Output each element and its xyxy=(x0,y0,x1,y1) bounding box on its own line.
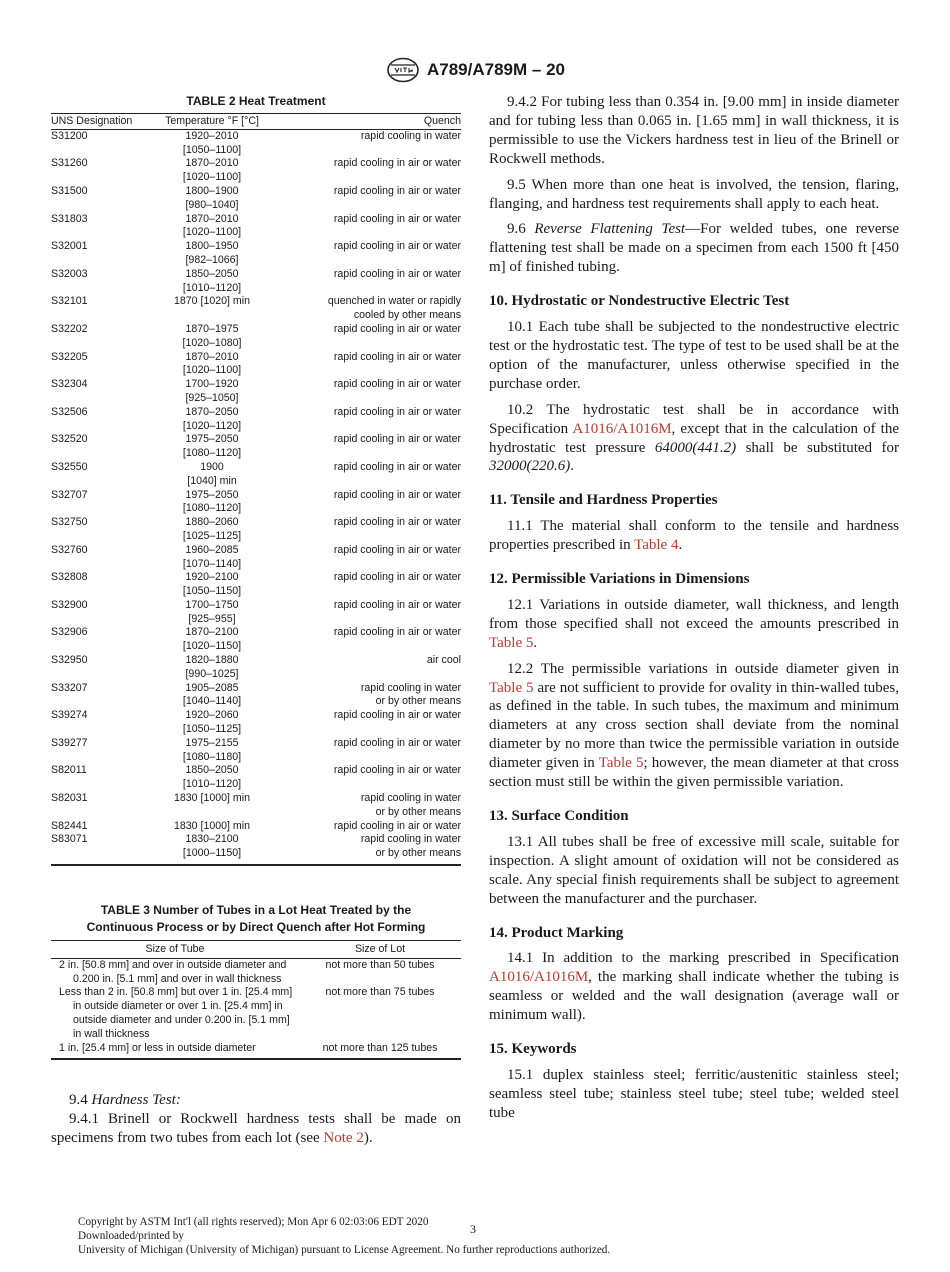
quench-cell: rapid cooling in air or water xyxy=(333,543,461,556)
table2-row xyxy=(51,489,461,517)
tube-size-cell: 2 in. [50.8 mm] and over in outside diameter and 0.200 in. [5.1 mm] and over in wall thickness xyxy=(59,958,287,985)
tube-size-cell: Less than 2 in. [50.8 mm] but over 1 in. [25.4 mm] in outside diameter or over 1 in. [25.4 mm] in outside diameter and under 0.200 in. [5.1 mm] in wall thickness xyxy=(59,986,293,1040)
lot-size-table xyxy=(51,940,461,1060)
temperature-cell: 1880–2060 [1025–1125] xyxy=(182,516,242,542)
table2-row xyxy=(51,406,461,434)
section-9-5: 9.5 When more than one heat is involved, the tension, flaring, flanging, and hardness test requirements shall apply to each heat. xyxy=(489,176,899,212)
uns-cell: S32707 xyxy=(51,488,88,501)
table2-row xyxy=(51,571,461,599)
quench-cell: rapid cooling in air or water xyxy=(333,516,461,529)
footer-line-3: University of Michigan (University of Michigan) pursuant to License Agreement. No further reproductions authorized. xyxy=(78,1244,611,1256)
uns-cell: S32003 xyxy=(51,267,88,280)
temperature-cell: 1870–2010 [1020–1100] xyxy=(182,212,242,239)
table3-header-size: Size of Tube xyxy=(51,941,299,959)
table2-row xyxy=(51,544,461,572)
quench-cell: rapid cooling in air or water xyxy=(333,433,461,446)
temperature-cell: 1900 [1040] min xyxy=(187,460,237,487)
temperature-cell: 1830–2100 [1000–1150] xyxy=(147,833,277,865)
lot-size-cell: not more than 125 tubes xyxy=(299,1042,461,1060)
quench-cell: rapid cooling in air or water xyxy=(333,212,461,225)
section-11-1: 11.1 The material shall conform to the tensile and hardness properties prescribed in Table 4. xyxy=(489,518,899,554)
table3-row xyxy=(51,1042,461,1060)
section-9-6: 9.6 Reverse Flattening Test—For welded tubes, one reverse flattening test shall be made on a specimen from each 1500 ft [450 m] of finished tubing. xyxy=(489,221,899,276)
section-10-1: 10.1 Each tube shall be subjected to the nondestructive electric test or the hydrostatic test. The type of test to be used shall be at the option of the manufacturer, unless otherwise specified in the purchase order. xyxy=(489,319,899,392)
section-14-1: 14.1 In addition to the marking prescribed in Specification A1016/A1016M, the marking shall indicate whether the tubing is seamless or welded and the wall designation (average wall or minimum wall). xyxy=(489,950,899,1024)
quench-cell: rapid cooling in air or water xyxy=(333,240,461,253)
quench-cell: rapid cooling in air or water xyxy=(333,350,461,363)
heading-12: 12. Permissible Variations in Dimensions xyxy=(489,571,750,588)
table2-row xyxy=(51,295,461,323)
quench-cell: rapid cooling in air or water xyxy=(333,764,461,777)
temperature-cell: 1700–1920 [925–1050] xyxy=(185,378,239,404)
table2-row xyxy=(51,351,461,379)
uns-cell: S32101 xyxy=(51,295,88,308)
quench-cell: rapid cooling in water or by other means xyxy=(277,833,461,865)
uns-cell: S32750 xyxy=(51,516,88,529)
temperature-cell: 1975–2155 [1080–1180] xyxy=(182,736,242,763)
section-12-2: 12.2 The permissible variations in outside diameter given in Table 5 are not sufficient to provide for ovality in thin-walled tubes, as defined in the table. In such tubes, the maximum and minimum diameters at any cross section shall deviate from the nominal diameter by no more than twice the permissible variation in outside diameter given in Table 5; however, the mean diameter at that cross section must still be within the given permissible variation. xyxy=(489,660,899,791)
table2-row xyxy=(51,461,461,489)
quench-cell: rapid cooling in air or water xyxy=(333,378,461,391)
temperature-cell: 1870 [1020] min xyxy=(174,295,250,308)
table2-row xyxy=(51,185,461,213)
table2-row xyxy=(51,213,461,241)
uns-cell: S82031 xyxy=(51,792,88,805)
table2-header-uns: UNS Designation xyxy=(51,114,147,130)
quench-cell: rapid cooling in air or water xyxy=(333,598,461,611)
uns-cell: S32520 xyxy=(51,433,88,446)
quench-cell: rapid cooling in air or water xyxy=(333,460,461,473)
footer-line-2: Downloaded/printed by xyxy=(78,1230,184,1242)
temperature-cell: 1920–2060 [1050–1125] xyxy=(182,709,242,736)
uns-cell: S31500 xyxy=(51,184,88,197)
table2-caption: TABLE 2 Heat Treatment xyxy=(186,94,326,108)
table2-row xyxy=(51,709,461,737)
quench-cell: rapid cooling in air or water xyxy=(333,322,461,335)
heading-11: 11. Tensile and Hardness Properties xyxy=(489,492,718,509)
table2-row xyxy=(51,599,461,627)
uns-cell: S32900 xyxy=(51,598,88,611)
table2-body xyxy=(51,129,461,865)
temperature-cell: 1800–1950 [982–1066] xyxy=(185,240,239,266)
temperature-cell: 1920–2100 [1050–1150] xyxy=(182,571,242,598)
table2-row xyxy=(51,764,461,792)
page-number: 3 xyxy=(470,1222,476,1236)
quench-cell: rapid cooling in air or water xyxy=(333,626,461,639)
temperature-cell: 1870–2100 [1020–1150] xyxy=(182,626,242,653)
page-footer xyxy=(78,1215,610,1257)
uns-cell: S82011 xyxy=(51,764,87,777)
heading-10: 10. Hydrostatic or Nondestructive Electric Test xyxy=(489,293,790,310)
quench-cell: rapid cooling in air or water xyxy=(333,488,461,501)
temperature-cell: 1975–2050 [1080–1120] xyxy=(182,433,242,460)
table3-caption-line2: Continuous Process or by Direct Quench after Hot Forming xyxy=(86,920,426,935)
temperature-cell: 1975–2050 [1080–1120] xyxy=(182,488,242,515)
uns-cell: S83071 xyxy=(51,833,147,865)
quench-cell: rapid cooling in air or water xyxy=(333,571,461,584)
table3-row xyxy=(51,958,461,986)
uns-cell: S39274 xyxy=(51,709,88,722)
quench-cell: rapid cooling in air or water xyxy=(333,819,461,832)
table-5-link-3[interactable]: Table 5 xyxy=(598,755,644,772)
quench-cell: air cool xyxy=(426,654,461,667)
section-9-4-2: 9.4.2 For tubing less than 0.354 in. [9.00 mm] in inside diameter and for tubing less than 0.065 in. [1.65 mm] in wall thickness, it is permissible to use the Vickers hardness test in lieu of the Brinell or Rockwell methods. xyxy=(489,94,899,167)
section-9-4-1: 9.4.1 Brinell or Rockwell hardness tests shall be made on specimens from two tubes from each lot (see Note 2). xyxy=(51,1111,461,1147)
lot-size-cell: not more than 75 tubes xyxy=(325,986,435,999)
table2-row xyxy=(51,654,461,682)
uns-cell: S33207 xyxy=(51,681,88,694)
left-column xyxy=(51,93,461,1148)
quench-cell: rapid cooling in water or by other means xyxy=(360,681,461,708)
a1016-link-2[interactable]: A1016/A1016M xyxy=(489,969,589,986)
uns-cell: S31200 xyxy=(51,129,88,142)
table2-row xyxy=(51,433,461,461)
tube-size-cell: 1 in. [25.4 mm] or less in outside diameter xyxy=(51,1042,299,1060)
uns-cell: S31803 xyxy=(51,212,88,225)
quench-cell: rapid cooling in water xyxy=(360,129,461,142)
uns-cell: S32304 xyxy=(51,378,88,391)
document-designation: A789/A789M – 20 xyxy=(427,60,565,79)
right-column xyxy=(489,93,899,1123)
uns-cell: S32506 xyxy=(51,405,88,418)
quench-cell: rapid cooling in air or water xyxy=(333,405,461,418)
quench-cell: rapid cooling in air or water xyxy=(333,709,461,722)
temperature-cell: 1850–2050 [1010–1120] xyxy=(182,764,242,791)
uns-cell: S82441 xyxy=(51,819,88,832)
section-12-1: 12.1 Variations in outside diameter, wall thickness, and length from those specified shall not exceed the amounts prescribed in Table 5. xyxy=(489,596,899,651)
quench-cell: rapid cooling in air or water xyxy=(333,157,461,170)
heading-14: 14. Product Marking xyxy=(489,924,624,941)
table3-body xyxy=(51,958,461,1059)
table2-row xyxy=(51,129,461,157)
temperature-cell: 1870–2050 [1020–1120] xyxy=(182,405,242,432)
temperature-cell: 1920–2010 [1050–1100] xyxy=(182,129,242,156)
table2-row xyxy=(51,240,461,268)
quench-cell: rapid cooling in water or by other means xyxy=(360,792,461,818)
temperature-cell: 1905–2085 [1040–1140] xyxy=(182,681,242,708)
table2-header-quench: Quench xyxy=(277,114,461,130)
uns-cell: S32205 xyxy=(51,350,88,363)
table2-row xyxy=(51,323,461,351)
table2-row xyxy=(51,516,461,544)
uns-cell: S32550 xyxy=(51,460,88,473)
uns-cell: S32950 xyxy=(51,654,88,667)
table2-row xyxy=(51,378,461,406)
heading-15: 15. Keywords xyxy=(489,1041,577,1058)
table2-row xyxy=(51,268,461,296)
page-header xyxy=(0,56,950,84)
uns-cell: S32001 xyxy=(51,240,88,253)
temperature-cell: 1830 [1000] min xyxy=(174,819,250,832)
table2-header-temp: Temperature °F [°C] xyxy=(147,114,277,130)
uns-cell: S32906 xyxy=(51,626,88,639)
uns-cell: S32202 xyxy=(51,322,88,335)
table2-row xyxy=(51,792,461,820)
section-10-2: 10.2 The hydrostatic test shall be in accordance with Specification A1016/A1016M, except that in the calculation of the hydrostatic test pressure 64000(441.2) shall be substituted for 32000(220.6). xyxy=(489,401,899,475)
table-4-link[interactable]: Table 4 xyxy=(634,537,679,554)
temperature-cell: 1700–1750 [925–955] xyxy=(185,598,239,625)
footer-line-1: Copyright by ASTM Int'l (all rights reserved); Mon Apr 6 02:03:06 EDT 2020 xyxy=(78,1216,429,1228)
temperature-cell: 1870–2010 [1020–1100] xyxy=(182,350,242,377)
section-9-4: 9.4 Hardness Test: xyxy=(69,1092,181,1109)
table-5-link-1[interactable]: Table 5 xyxy=(489,634,534,651)
section-15-1: 15.1 duplex stainless steel; ferritic/austenitic stainless steel; seamless steel tube; stainless steel tube; steel tube; welded steel tube xyxy=(489,1066,899,1121)
table2-row xyxy=(51,682,461,710)
table3-caption-line1: TABLE 3 Number of Tubes in a Lot Heat Treated by the xyxy=(100,903,412,918)
heading-13: 13. Surface Condition xyxy=(489,808,629,824)
uns-cell: S31260 xyxy=(51,157,88,170)
uns-cell: S32760 xyxy=(51,543,88,556)
uns-cell: S39277 xyxy=(51,736,88,749)
temperature-cell: 1830 [1000] min xyxy=(174,792,250,805)
section-9-4-title: Hardness Test: xyxy=(91,1092,181,1109)
temperature-cell: 1800–1900 [980–1040] xyxy=(185,184,239,211)
table-5-link-2[interactable]: Table 5 xyxy=(489,679,534,696)
temperature-cell: 1960–2085 [1070–1140] xyxy=(182,543,242,570)
temperature-cell: 1850–2050 [1010–1120] xyxy=(182,267,242,294)
quench-cell: quenched in water or rapidly cooled by other means xyxy=(327,295,461,322)
table2-row xyxy=(51,157,461,185)
temperature-cell: 1870–1975 [1020–1080] xyxy=(182,322,242,349)
lot-size-cell: not more than 50 tubes xyxy=(325,958,435,971)
table2-row xyxy=(51,737,461,765)
table3-header-lot: Size of Lot xyxy=(299,941,461,959)
section-13-1: 13.1 All tubes shall be free of excessive mill scale, suitable for inspection. A slight amount of oxidation will not be considered as scale. Any special finish requirements shall be subject to agreement between the manufacturer and the purchaser. xyxy=(489,833,899,907)
quench-cell: rapid cooling in air or water xyxy=(333,267,461,280)
table3-row xyxy=(51,986,461,1041)
table3-caption xyxy=(51,902,461,936)
a1016-link-1[interactable]: A1016/A1016M xyxy=(572,420,672,437)
uns-cell: S32808 xyxy=(51,571,88,584)
temperature-cell: 1820–1880 [990–1025] xyxy=(185,654,239,680)
quench-cell: rapid cooling in air or water xyxy=(333,184,461,197)
table2-row xyxy=(51,626,461,654)
table2-row xyxy=(51,833,461,865)
quench-cell: rapid cooling in air or water xyxy=(333,736,461,749)
astm-logo-icon xyxy=(385,56,421,84)
table2-row xyxy=(51,820,461,834)
heat-treatment-table xyxy=(51,113,461,866)
note-2-link[interactable]: Note 2 xyxy=(323,1130,364,1147)
temperature-cell: 1870–2010 [1020–1100] xyxy=(182,157,242,184)
